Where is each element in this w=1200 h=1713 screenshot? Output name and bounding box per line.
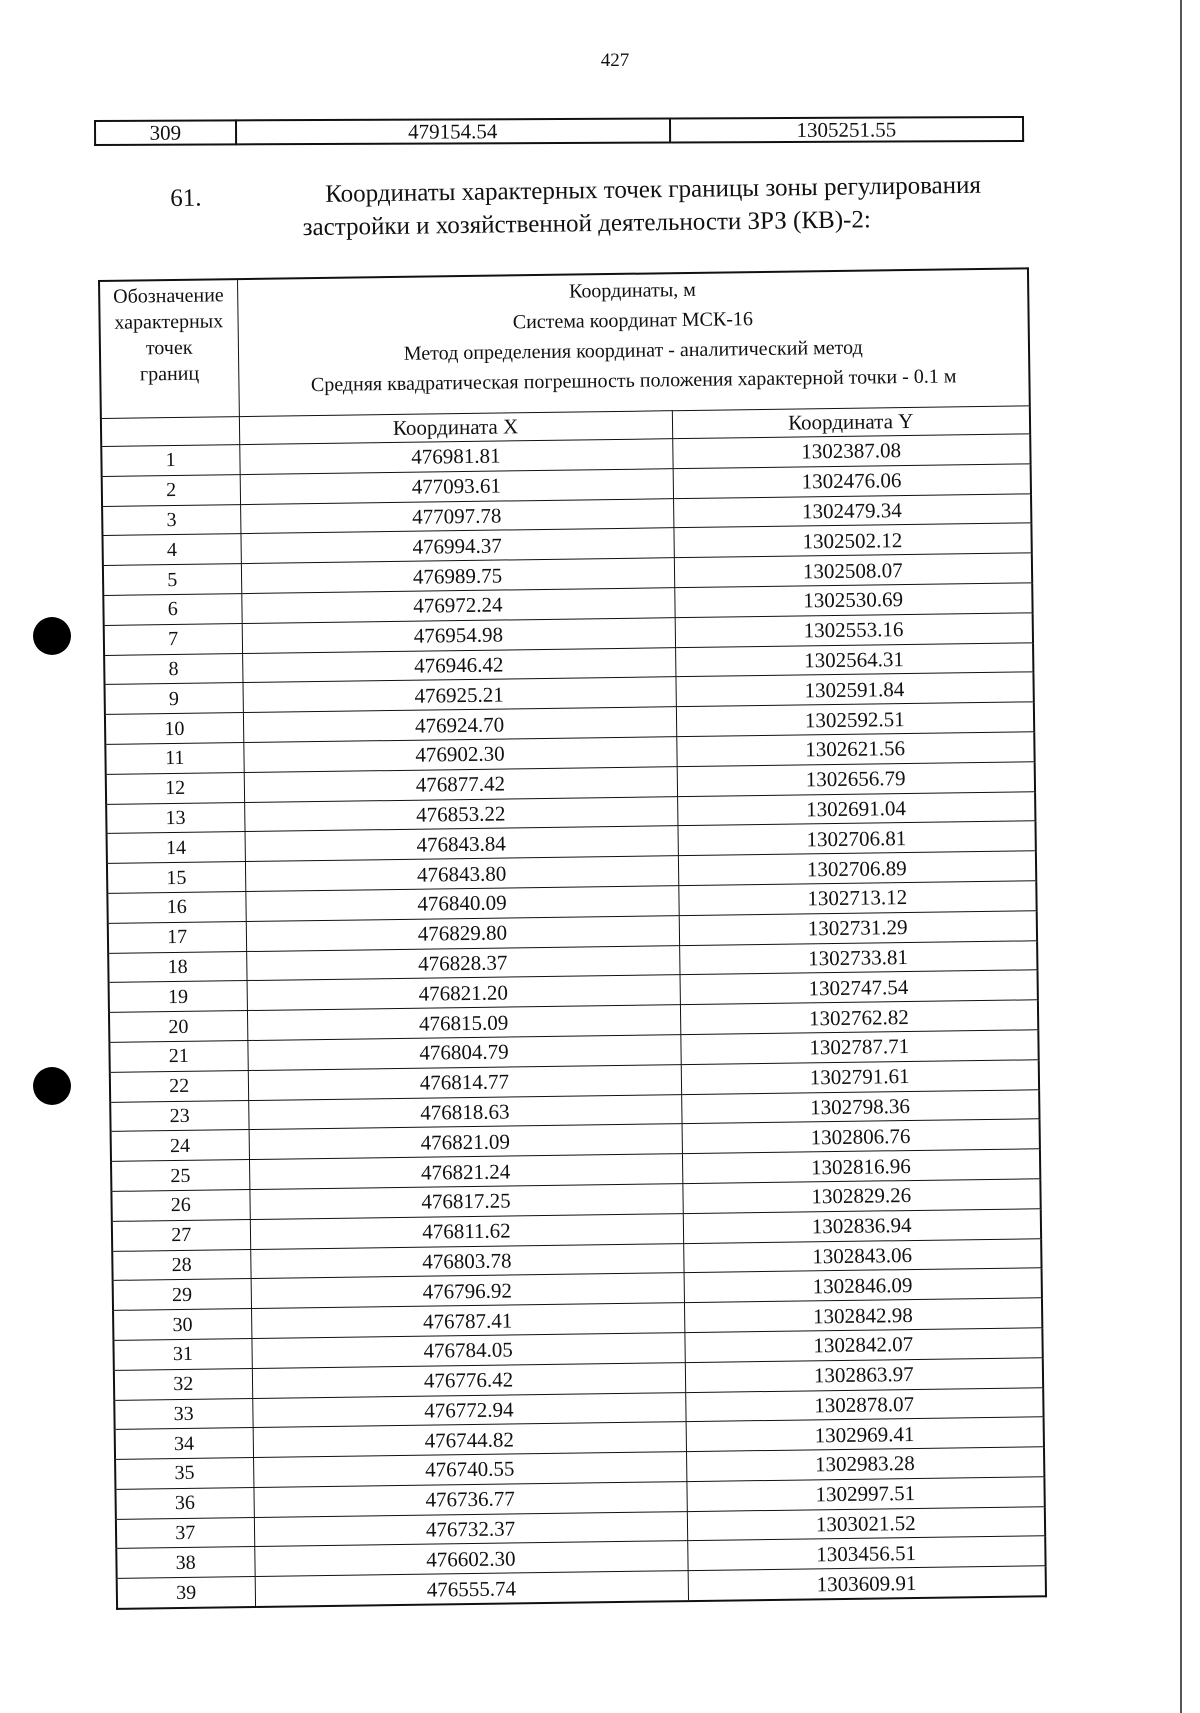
point-number-cell: 12 [106,772,244,804]
point-number-cell: 9 [105,683,243,715]
coordinate-y-cell: 1302843.06 [683,1238,1041,1273]
coordinate-y-cell: 1302816.96 [682,1149,1040,1184]
point-number-cell: 25 [111,1160,249,1192]
y-cell: 1305251.55 [670,117,1023,143]
coordinate-y-cell: 1302842.07 [684,1328,1042,1363]
coordinate-y-cell: 1302476.06 [673,464,1031,499]
point-number-cell: 38 [116,1547,254,1579]
coordinate-x-cell: 476843.84 [245,826,678,862]
coordinate-y-cell: 1302846.09 [684,1268,1042,1303]
point-number-cell: 28 [112,1249,250,1281]
section-title-line1: Координаты характерных точек границы зоны регулирования [325,171,982,208]
coordinate-y-cell: 1302997.51 [686,1477,1044,1512]
coordinate-y-cell: 1302798.36 [681,1089,1039,1124]
point-number-cell: 6 [103,594,241,626]
coordinate-x-cell: 476954.98 [242,617,675,653]
coordinate-y-cell: 1302502.12 [673,523,1031,558]
coordinate-y-cell: 1302791.61 [681,1060,1039,1095]
coordinate-x-cell: 476803.78 [250,1243,683,1279]
coordinate-y-cell: 1302706.89 [678,851,1036,886]
coordinate-y-cell: 1302787.71 [680,1030,1038,1065]
point-number-cell: 36 [115,1487,253,1519]
coordinate-x-cell: 476829.80 [246,915,679,951]
coordinate-y-cell: 1302591.84 [675,672,1033,707]
point-number-cell: 35 [115,1458,253,1490]
previous-table-fragment [94,116,1024,146]
point-number-cell: 15 [107,862,245,894]
point-number-cell: 26 [111,1189,249,1221]
point-number-cell: 7 [104,623,242,655]
point-number-cell: 31 [113,1338,251,1370]
point-number-cell: 29 [113,1279,251,1311]
point-number-cell: 22 [110,1070,248,1102]
coordinate-y-cell: 1302691.04 [677,791,1035,826]
point-number-cell: 16 [107,892,245,924]
coordinate-system: Система координат МСК-16 [512,308,754,334]
coordinate-y-cell: 1303021.52 [687,1506,1045,1541]
coordinate-y-cell: 1302836.94 [683,1208,1041,1243]
column-x-header: Координата X [239,411,672,445]
coordinate-x-cell: 476994.37 [240,528,673,564]
coordinate-x-cell: 476732.37 [254,1511,687,1547]
coordinate-y-cell: 1302731.29 [679,911,1037,946]
coordinate-x-cell: 476843.80 [245,856,678,892]
coordinate-x-cell: 476818.63 [248,1094,681,1130]
point-number-cell: 13 [106,802,244,834]
coordinate-x-cell: 476796.92 [251,1273,684,1309]
coordinate-x-cell: 476555.74 [255,1571,688,1607]
coordinate-y-cell: 1302387.08 [672,434,1030,469]
coordinate-y-cell: 1302969.41 [686,1417,1044,1452]
coordinate-y-cell: 1302733.81 [679,940,1037,975]
coordinate-y-cell: 1302983.28 [686,1447,1044,1482]
coordinate-y-cell: 1302508.07 [674,553,1032,588]
table-header-row [99,268,1030,418]
coordinate-x-cell: 476877.42 [244,766,677,802]
point-number-cell: 19 [109,981,247,1013]
point-number-cell: 23 [110,1100,248,1132]
coordinate-x-cell: 476817.25 [249,1184,682,1220]
point-designation-header [99,279,239,418]
empty-header-cell [101,417,239,447]
coordinate-x-cell: 476924.70 [243,707,676,743]
coordinate-y-cell: 1303609.91 [688,1566,1046,1601]
coordinate-y-cell: 1302706.81 [677,821,1035,856]
coordinate-x-cell: 476772.94 [252,1392,685,1428]
section-number: 61. [170,184,202,212]
point-number-cell: 20 [109,1011,247,1043]
point-number-cell: 5 [103,564,241,596]
coordinate-x-cell: 477093.61 [240,468,673,504]
coordinate-x-cell: 476853.22 [244,796,677,832]
coordinate-y-cell: 1302842.98 [684,1298,1042,1333]
coordinate-x-cell: 476821.24 [249,1154,682,1190]
point-number-cell: 8 [104,653,242,685]
coordinate-y-cell: 1302878.07 [685,1387,1043,1422]
coordinate-y-cell: 1302564.31 [675,642,1033,677]
coordinate-y-cell: 1302553.16 [675,613,1033,648]
coordinate-y-cell: 1302713.12 [678,881,1036,916]
coordinate-x-cell: 476744.82 [253,1422,686,1458]
point-number-cell: 21 [109,1040,247,1072]
coordinate-x-cell: 477097.78 [240,498,673,534]
coordinates-info-header [237,268,1030,416]
coordinate-x-cell: 476946.42 [242,647,675,683]
point-number-cell: 32 [114,1368,252,1400]
header-label-line: границ [139,362,200,386]
header-label-line: характерных [114,310,224,334]
coordinate-x-cell: 476740.55 [253,1452,686,1488]
coordinate-y-cell: 1302806.76 [682,1119,1040,1154]
point-number-cell: 33 [114,1398,252,1430]
coordinate-x-cell: 476787.41 [251,1303,684,1339]
coordinate-y-cell: 1302863.97 [685,1357,1043,1392]
point-number-cell: 14 [107,832,245,864]
coordinate-y-cell: 1302479.34 [673,493,1031,528]
point-number-cell: 34 [115,1428,253,1460]
point-number-cell: 24 [111,1130,249,1162]
page-number: 427 [600,50,630,71]
coordinate-x-cell: 476989.75 [241,558,674,594]
coordinate-x-cell: 476981.81 [239,439,672,475]
section-title-line2: застройки и хозяйственной деятельности ЗРЗ (КВ)-2: [302,206,872,242]
point-number-cell: 10 [105,713,243,745]
coordinate-x-cell: 476776.42 [252,1362,685,1398]
coordinate-x-cell: 476784.05 [251,1333,684,1369]
coordinate-method: Метод определения координат - аналитический метод [403,336,863,365]
point-number-cell: 2 [102,474,240,506]
point-number-cell: 39 [117,1577,255,1609]
x-cell: 479154.54 [236,118,670,144]
point-number-cell: 18 [108,951,246,983]
coordinate-x-cell: 476972.24 [241,588,674,624]
punch-hole [33,1067,71,1105]
coordinate-x-cell: 476804.79 [247,1035,680,1071]
coordinate-y-cell: 1302829.26 [682,1179,1040,1214]
point-number-cell: 1 [101,445,239,477]
header-label-line: Обозначение [113,284,224,308]
coordinate-x-cell: 476602.30 [254,1541,687,1577]
coordinate-y-cell: 1302530.69 [674,583,1032,618]
coordinate-x-cell: 476736.77 [253,1481,686,1517]
point-number-cell: 27 [112,1219,250,1251]
punch-hole [33,617,71,655]
point-number-cell: 4 [102,534,240,566]
coordinate-x-cell: 476811.62 [250,1213,683,1249]
coordinate-x-cell: 476840.09 [245,886,678,922]
point-number-cell: 11 [105,743,243,775]
coordinate-x-cell: 476815.09 [247,1005,680,1041]
coordinate-y-cell: 1302621.56 [676,732,1034,767]
column-y-header: Координата Y [672,406,1030,439]
point-number-cell: 37 [116,1517,254,1549]
coordinate-accuracy: Средняя квадратическая погрешность положения характерной точки - 0.1 м [310,365,957,397]
coordinates-table [98,267,1047,1610]
coordinate-y-cell: 1302656.79 [677,762,1035,797]
point-cell: 309 [95,120,236,145]
coordinate-y-cell: 1302762.82 [680,1000,1038,1035]
coordinate-y-cell: 1302747.54 [680,970,1038,1005]
coordinate-y-cell: 1303456.51 [687,1536,1045,1571]
coordinate-x-cell: 476814.77 [248,1064,681,1100]
coordinate-y-cell: 1302592.51 [676,702,1034,737]
table-row [95,117,1023,145]
coords-title: Координаты, м [568,278,697,303]
coordinate-x-cell: 476828.37 [246,945,679,981]
point-number-cell: 3 [102,504,240,536]
coordinate-x-cell: 476821.20 [247,975,680,1011]
point-number-cell: 17 [108,921,246,953]
coordinate-x-cell: 476925.21 [242,677,675,713]
coordinate-x-cell: 476821.09 [249,1124,682,1160]
coordinate-x-cell: 476902.30 [243,737,676,773]
header-label-line: точек [145,336,193,360]
point-number-cell: 30 [113,1309,251,1341]
